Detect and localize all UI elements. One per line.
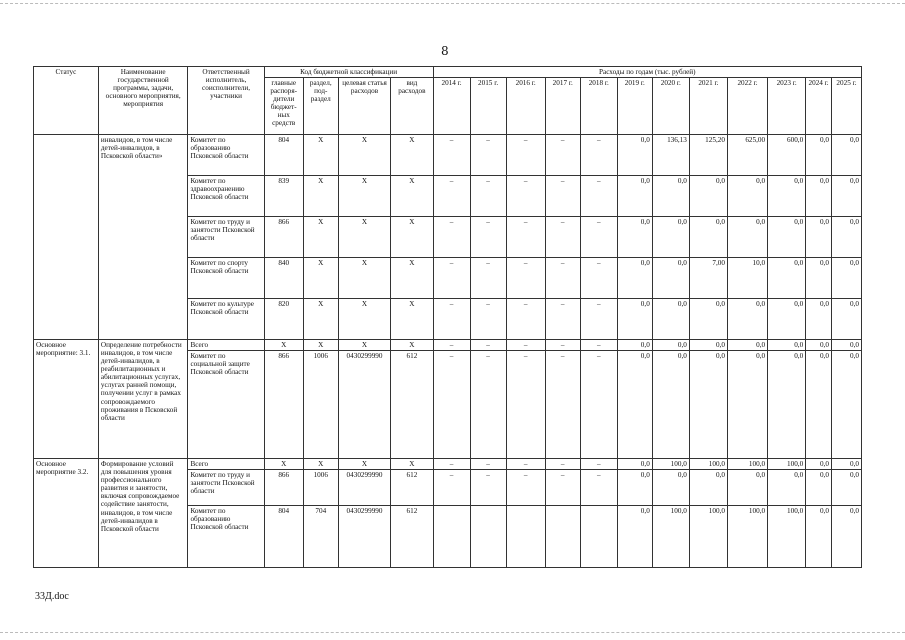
csr-cell: X [338, 299, 391, 340]
year-value-cell: 0,0 [806, 258, 832, 299]
year-value-cell: – [580, 299, 617, 340]
executor-cell: Всего [188, 459, 264, 470]
header-year: 2014 г. [433, 78, 470, 135]
year-value-cell: – [580, 470, 617, 506]
year-value-cell: 0,0 [831, 217, 861, 258]
year-value-cell: – [470, 258, 506, 299]
year-value-cell: 0,0 [806, 135, 832, 176]
year-value-cell: 0,0 [806, 176, 832, 217]
header-year: 2019 г. [617, 78, 652, 135]
year-value-cell: 0,0 [806, 459, 832, 470]
header-grbs: главные распоря-дители бюджет-ных средств [264, 78, 303, 135]
year-value-cell: 0,0 [617, 135, 652, 176]
year-value-cell: 0,0 [727, 299, 767, 340]
vr-cell: 612 [391, 470, 433, 506]
executor-cell: Комитет по социальной защите Псковской области [188, 351, 264, 459]
rzpr-cell: X [303, 258, 338, 299]
measure-name-cell: инвалидов, в том числе детей-инвалидов, в Псковской области» [98, 135, 188, 340]
header-year: 2024 г. [806, 78, 832, 135]
csr-cell: X [338, 135, 391, 176]
year-value-cell: 0,0 [617, 351, 652, 459]
year-value-cell: – [470, 459, 506, 470]
year-value-cell: – [506, 258, 545, 299]
year-value-cell: – [433, 340, 470, 351]
year-value-cell: – [433, 299, 470, 340]
year-value-cell: – [580, 340, 617, 351]
rzpr-cell: X [303, 217, 338, 258]
year-value-cell: – [545, 176, 580, 217]
header-rzpr: раздел, под-раздел [303, 78, 338, 135]
year-value-cell: 100,0 [689, 459, 727, 470]
header-year: 2018 г. [580, 78, 617, 135]
csr-cell: X [338, 258, 391, 299]
executor-cell: Комитет по труду и занятости Псковской области [188, 470, 264, 506]
year-value-cell: – [506, 470, 545, 506]
year-value-cell: 0,0 [831, 459, 861, 470]
year-value-cell: 0,0 [617, 176, 652, 217]
year-value-cell: – [545, 340, 580, 351]
status-cell [34, 135, 99, 340]
year-value-cell: 0,0 [806, 506, 832, 568]
year-value-cell: – [433, 135, 470, 176]
year-value-cell: 0,0 [617, 340, 652, 351]
footer-filename: 33Д.doc [35, 591, 69, 602]
year-value-cell: 0,0 [806, 217, 832, 258]
year-value-cell: 100,0 [768, 506, 806, 568]
year-value-cell: 0,0 [768, 299, 806, 340]
year-value-cell: 0,0 [689, 340, 727, 351]
year-value-cell: 0,0 [652, 340, 689, 351]
year-value-cell: – [545, 459, 580, 470]
year-value-cell: 0,0 [652, 258, 689, 299]
year-value-cell [580, 506, 617, 568]
vr-cell: X [391, 299, 433, 340]
header-year: 2025 г. [831, 78, 861, 135]
year-value-cell: 125,20 [689, 135, 727, 176]
vr-cell: X [391, 135, 433, 176]
year-value-cell: 0,0 [727, 217, 767, 258]
year-value-cell: 0,0 [727, 351, 767, 459]
header-csr: целевая статья расходов [338, 78, 391, 135]
year-value-cell: – [433, 470, 470, 506]
year-value-cell: – [506, 176, 545, 217]
executor-cell: Комитет по спорту Псковской области [188, 258, 264, 299]
budget-table [33, 66, 862, 568]
year-value-cell: 0,0 [768, 470, 806, 506]
year-value-cell: – [580, 217, 617, 258]
year-value-cell: – [506, 217, 545, 258]
year-value-cell: – [433, 351, 470, 459]
vr-cell: 612 [391, 506, 433, 568]
year-value-cell: 0,0 [831, 340, 861, 351]
year-value-cell: – [506, 351, 545, 459]
header-executor: Ответственный исполнитель, соисполнители, участники [188, 67, 264, 135]
grbs-cell: 866 [264, 351, 303, 459]
year-value-cell: 625,00 [727, 135, 767, 176]
year-value-cell: 100,0 [652, 506, 689, 568]
grbs-cell: X [264, 340, 303, 351]
year-value-cell: 0,0 [652, 217, 689, 258]
grbs-cell: 866 [264, 217, 303, 258]
year-value-cell [433, 506, 470, 568]
year-value-cell: – [545, 135, 580, 176]
year-value-cell: 0,0 [806, 470, 832, 506]
year-value-cell: 0,0 [768, 258, 806, 299]
year-value-cell: 0,0 [689, 470, 727, 506]
year-value-cell: – [580, 459, 617, 470]
rzpr-cell: X [303, 299, 338, 340]
year-value-cell: 0,0 [831, 351, 861, 459]
status-cell: Основное мероприятие 3.2. [34, 459, 99, 568]
csr-cell: 0430299990 [338, 470, 391, 506]
year-value-cell: – [545, 351, 580, 459]
year-value-cell: – [580, 176, 617, 217]
header-year: 2015 г. [470, 78, 506, 135]
year-value-cell: – [506, 135, 545, 176]
year-value-cell: 0,0 [831, 258, 861, 299]
year-value-cell: 0,0 [806, 299, 832, 340]
year-value-cell: 0,0 [768, 351, 806, 459]
year-value-cell: 0,0 [831, 176, 861, 217]
page-number: 8 [441, 44, 449, 58]
year-value-cell [545, 506, 580, 568]
year-value-cell: 0,0 [617, 217, 652, 258]
grbs-cell: 804 [264, 506, 303, 568]
table-row [34, 135, 862, 176]
year-value-cell: – [470, 176, 506, 217]
executor-cell: Всего [188, 340, 264, 351]
year-value-cell: – [470, 340, 506, 351]
year-value-cell: 0,0 [617, 470, 652, 506]
table-body [34, 135, 862, 568]
year-value-cell: 0,0 [689, 217, 727, 258]
year-value-cell: – [545, 470, 580, 506]
year-value-cell [470, 506, 506, 568]
header-expenses: Расходы по годам (тыс. рублей) [433, 67, 862, 78]
year-value-cell: – [506, 299, 545, 340]
csr-cell: 0430299990 [338, 506, 391, 568]
year-value-cell: 0,0 [652, 299, 689, 340]
year-value-cell: – [470, 135, 506, 176]
measure-name-cell: Определение потребности инвалидов, в том числе детей-инвалидов, в реабилитационных и абилитационных услугах, услугах ранней помощи, получении услуг в рамках сопровождаемого проживания в Псковской области [98, 340, 188, 459]
year-value-cell: 600,0 [768, 135, 806, 176]
year-value-cell: 0,0 [768, 217, 806, 258]
csr-cell: X [338, 176, 391, 217]
year-value-cell: 10,0 [727, 258, 767, 299]
year-value-cell: 0,0 [768, 340, 806, 351]
year-value-cell: 0,0 [831, 470, 861, 506]
table-row [34, 340, 862, 351]
year-value-cell: – [433, 217, 470, 258]
header-year: 2020 г. [652, 78, 689, 135]
executor-cell: Комитет по образованию Псковской области [188, 506, 264, 568]
executor-cell: Комитет по труду и занятости Псковской области [188, 217, 264, 258]
vr-cell: X [391, 217, 433, 258]
year-value-cell: – [545, 299, 580, 340]
year-value-cell: 0,0 [617, 299, 652, 340]
year-value-cell: 7,00 [689, 258, 727, 299]
year-value-cell: 0,0 [617, 506, 652, 568]
csr-cell: X [338, 217, 391, 258]
rzpr-cell: 1006 [303, 470, 338, 506]
year-value-cell: 0,0 [831, 506, 861, 568]
rzpr-cell: 1006 [303, 351, 338, 459]
year-value-cell: – [433, 176, 470, 217]
year-value-cell: 100,0 [727, 506, 767, 568]
year-value-cell: 0,0 [689, 176, 727, 217]
scan-edge-bottom [0, 632, 905, 633]
year-value-cell: – [580, 351, 617, 459]
vr-cell: X [391, 176, 433, 217]
year-value-cell: – [545, 258, 580, 299]
header-year: 2017 г. [545, 78, 580, 135]
scan-edge-top [0, 3, 905, 4]
status-cell: Основное мероприятие: 3.1. [34, 340, 99, 459]
header-year: 2023 г. [768, 78, 806, 135]
year-value-cell: 0,0 [617, 459, 652, 470]
year-value-cell: – [506, 340, 545, 351]
year-value-cell: – [506, 459, 545, 470]
year-value-cell: 0,0 [806, 340, 832, 351]
header-name: Наименование государственной программы, задачи, основного мероприятия, мероприятия [98, 67, 188, 135]
year-value-cell: 0,0 [652, 176, 689, 217]
year-value-cell: 0,0 [727, 176, 767, 217]
year-value-cell: 0,0 [689, 299, 727, 340]
year-value-cell: 100,0 [652, 459, 689, 470]
executor-cell: Комитет по здравоохранению Псковской области [188, 176, 264, 217]
grbs-cell: 839 [264, 176, 303, 217]
measure-name-cell: Формирование условий для повышения уровня профессионального развития и занятости, включая сопровождаемое содействие занятости, инвалидов, в том числе детей-инвалидов в Псковской области [98, 459, 188, 568]
year-value-cell: 0,0 [831, 135, 861, 176]
year-value-cell: – [580, 135, 617, 176]
year-value-cell: 136,13 [652, 135, 689, 176]
executor-cell: Комитет по образованию Псковской области [188, 135, 264, 176]
table-row [34, 459, 862, 470]
year-value-cell: – [580, 258, 617, 299]
header-year: 2016 г. [506, 78, 545, 135]
year-value-cell: 0,0 [689, 351, 727, 459]
grbs-cell: 804 [264, 135, 303, 176]
rzpr-cell: X [303, 135, 338, 176]
vr-cell: X [391, 258, 433, 299]
year-value-cell: – [470, 299, 506, 340]
year-value-cell: – [433, 258, 470, 299]
year-value-cell: 0,0 [617, 258, 652, 299]
csr-cell: 0430299990 [338, 351, 391, 459]
header-budget-code: Код бюджетной классификации [264, 67, 433, 78]
year-value-cell: – [470, 470, 506, 506]
rzpr-cell: 704 [303, 506, 338, 568]
year-value-cell: 100,0 [727, 459, 767, 470]
csr-cell: X [338, 340, 391, 351]
rzpr-cell: X [303, 176, 338, 217]
year-value-cell: 0,0 [652, 470, 689, 506]
vr-cell: 612 [391, 351, 433, 459]
year-value-cell: 0,0 [727, 340, 767, 351]
year-value-cell: 0,0 [652, 351, 689, 459]
year-value-cell: – [433, 459, 470, 470]
year-value-cell: 0,0 [727, 470, 767, 506]
year-value-cell: 100,0 [689, 506, 727, 568]
executor-cell: Комитет по культуре Псковской области [188, 299, 264, 340]
header-vr: вид расходов [391, 78, 433, 135]
header-year: 2022 г. [727, 78, 767, 135]
vr-cell: X [391, 459, 433, 470]
year-value-cell: 0,0 [806, 351, 832, 459]
year-value-cell: 0,0 [768, 176, 806, 217]
year-value-cell: – [470, 351, 506, 459]
year-value-cell: – [470, 217, 506, 258]
year-value-cell: 100,0 [768, 459, 806, 470]
rzpr-cell: X [303, 459, 338, 470]
year-value-cell: – [545, 217, 580, 258]
grbs-cell: X [264, 459, 303, 470]
vr-cell: X [391, 340, 433, 351]
header-year: 2021 г. [689, 78, 727, 135]
csr-cell: X [338, 459, 391, 470]
header-status: Статус [34, 67, 99, 135]
year-value-cell [506, 506, 545, 568]
grbs-cell: 840 [264, 258, 303, 299]
grbs-cell: 866 [264, 470, 303, 506]
grbs-cell: 820 [264, 299, 303, 340]
rzpr-cell: X [303, 340, 338, 351]
year-value-cell: 0,0 [831, 299, 861, 340]
